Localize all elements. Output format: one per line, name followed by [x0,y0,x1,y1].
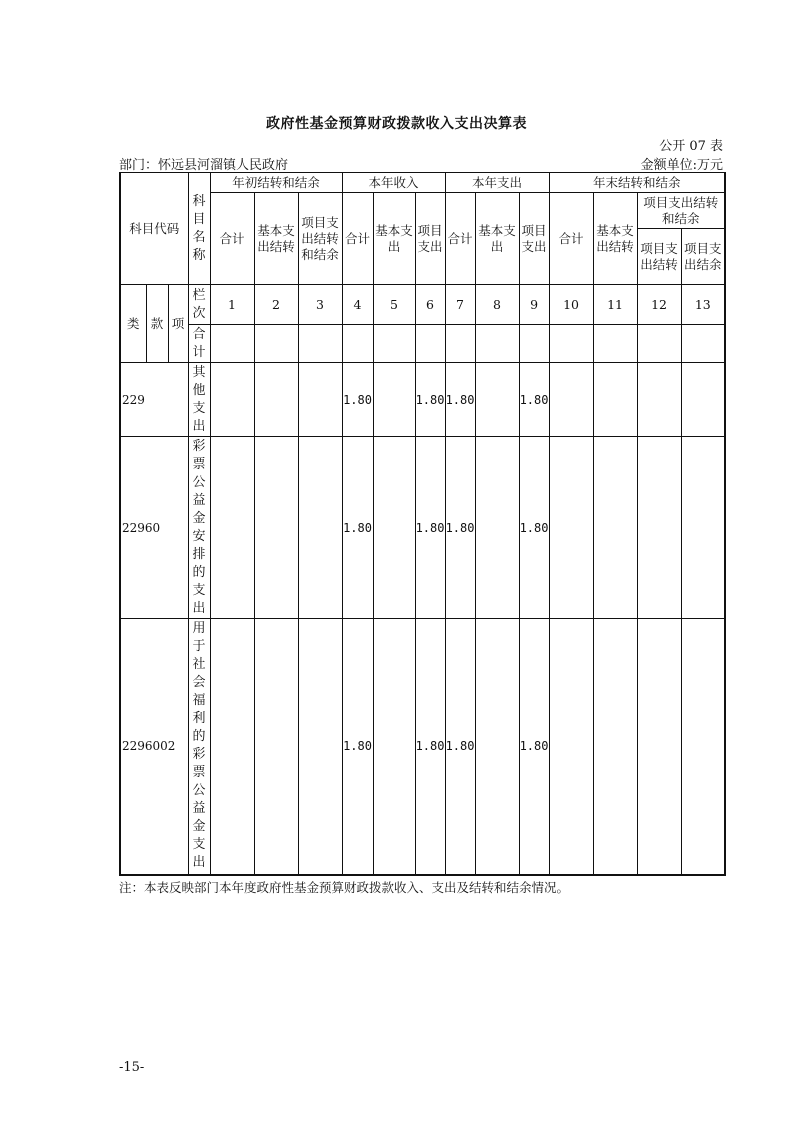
cell-expense-project: 1.80 [519,363,549,437]
row-code: 229 [120,363,188,437]
header-xiang: 项 [168,285,188,363]
page-number: -15- [119,1060,145,1075]
sum-cell [254,325,298,363]
amount-unit-label: 金额单位:万元 [640,158,723,173]
cell-income-total: 1.80 [342,363,373,437]
row-name: 彩票公益金安排的支出 [188,437,210,619]
cell-income-total: 1.80 [342,437,373,619]
header-column-no: 栏次 [188,285,210,325]
header-name: 科目名称 [188,173,210,285]
sum-cell [475,325,519,363]
col-no-9: 9 [519,285,549,325]
cell [298,619,342,875]
cell [637,437,681,619]
cell [254,619,298,875]
col-no-3: 3 [298,285,342,325]
row-code: 22960 [120,437,188,619]
cell [373,437,415,619]
header-code: 科目代码 [120,173,188,285]
col-no-12: 12 [637,285,681,325]
col-no-10: 10 [549,285,593,325]
header-income-project: 项目支出 [415,193,445,285]
cell-expense-total: 1.80 [445,619,475,875]
sum-cell [681,325,725,363]
sum-cell [210,325,254,363]
page-title: 政府性基金预算财政拨款收入支出决算表 [266,116,527,132]
cell [475,363,519,437]
col-no-5: 5 [373,285,415,325]
cell-expense-total: 1.80 [445,437,475,619]
header-begin-total: 合计 [210,193,254,285]
cell-income-project: 1.80 [415,437,445,619]
cell [210,437,254,619]
cell [637,619,681,875]
header-expense-project: 项目支出 [519,193,549,285]
department-label: 部门：怀远县河溜镇人民政府 [119,158,289,173]
row-name: 其他支出 [188,363,210,437]
cell [210,619,254,875]
sum-cell [593,325,637,363]
cell [549,619,593,875]
table-row [120,619,725,875]
cell [549,363,593,437]
cell-expense-total: 1.80 [445,363,475,437]
col-no-2: 2 [254,285,298,325]
header-income-basic: 基本支出 [373,193,415,285]
sum-cell [549,325,593,363]
col-no-13: 13 [681,285,725,325]
header-group-income: 本年收入 [342,173,445,193]
col-no-8: 8 [475,285,519,325]
cell [373,619,415,875]
cell [298,437,342,619]
header-begin-basic: 基本支出结转 [254,193,298,285]
header-group-end: 年末结转和结余 [549,173,725,193]
header-group-begin: 年初结转和结余 [210,173,342,193]
header-lei: 类 [120,285,146,363]
cell-income-total: 1.80 [342,619,373,875]
cell-income-project: 1.80 [415,619,445,875]
sum-cell [373,325,415,363]
sum-cell [445,325,475,363]
table-row [120,437,725,619]
row-name: 用于社会福利的彩票公益金支出 [188,619,210,875]
cell [593,619,637,875]
table-row [120,363,725,437]
cell [210,363,254,437]
col-no-4: 4 [342,285,373,325]
cell [549,437,593,619]
cell [681,437,725,619]
cell [593,363,637,437]
cell [254,437,298,619]
row-code: 2296002 [120,619,188,875]
form-number: 公开 07 表 [659,139,723,154]
cell [681,363,725,437]
cell-expense-project: 1.80 [519,437,549,619]
col-no-7: 7 [445,285,475,325]
sum-cell [298,325,342,363]
header-end-project-carry: 项目支出结转 [637,229,681,285]
cell [681,619,725,875]
header-kuan: 款 [146,285,168,363]
sum-cell [519,325,549,363]
cell-expense-project: 1.80 [519,619,549,875]
cell [475,437,519,619]
header-end-basic: 基本支出结转 [593,193,637,285]
header-end-total: 合计 [549,193,593,285]
cell-income-project: 1.80 [415,363,445,437]
sum-cell [637,325,681,363]
col-no-11: 11 [593,285,637,325]
table-note: 注：本表反映部门本年度政府性基金预算财政拨款收入、支出及结转和结余情况。 [119,880,570,895]
header-end-project-group: 项目支出结转和结余 [637,193,725,229]
col-no-1: 1 [210,285,254,325]
cell [637,363,681,437]
sum-cell [415,325,445,363]
header-end-project-balance: 项目支出结余 [681,229,725,285]
header-begin-project: 项目支出结转和结余 [298,193,342,285]
cell [298,363,342,437]
cell [254,363,298,437]
budget-table [119,172,726,876]
header-income-total: 合计 [342,193,373,285]
header-sum-row: 合计 [188,325,210,363]
cell [593,437,637,619]
header-expense-total: 合计 [445,193,475,285]
cell [475,619,519,875]
cell [373,363,415,437]
col-no-6: 6 [415,285,445,325]
sum-cell [342,325,373,363]
header-group-expense: 本年支出 [445,173,549,193]
header-expense-basic: 基本支出 [475,193,519,285]
